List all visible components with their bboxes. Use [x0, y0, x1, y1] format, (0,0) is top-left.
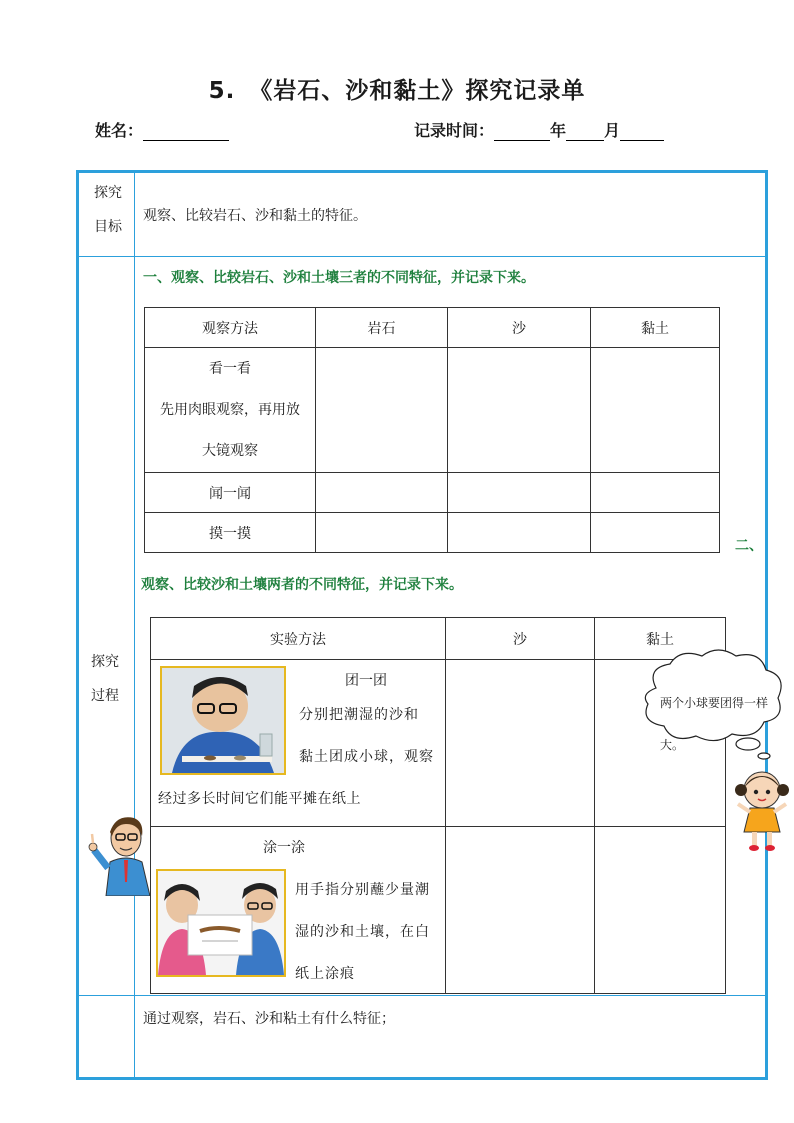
table-header-cell: 沙 — [448, 308, 591, 348]
answer-cell[interactable] — [591, 348, 720, 473]
method-cell: 涂一涂 用手指分别蘸少量潮 湿的沙和土壤，在白 纸上涂痕 — [151, 827, 446, 994]
day-blank[interactable] — [620, 122, 664, 141]
name-blank[interactable] — [143, 122, 229, 141]
answer-cell[interactable] — [595, 827, 726, 994]
answer-cell[interactable] — [446, 660, 595, 827]
page-title: 5. 《岩石、沙和黏土》探究记录单 — [208, 78, 586, 104]
answer-cell[interactable] — [591, 513, 720, 553]
table-header-cell: 沙 — [446, 618, 595, 660]
section1-heading: 一、观察、比较岩石、沙和土壤三者的不同特征，并记录下来。 — [143, 270, 535, 286]
record-time-field[interactable] — [414, 118, 664, 141]
name-label: 姓名： — [95, 121, 144, 140]
answer-cell[interactable] — [591, 473, 720, 513]
answer-cell[interactable] — [316, 473, 448, 513]
table-header-cell: 实验方法 — [151, 618, 446, 660]
answer-cell[interactable] — [446, 827, 595, 994]
method-cell: 团一团 分别把潮湿的沙和 黏土团成小球，观察 经过多长时间它们能平摊在纸上 — [151, 660, 446, 827]
answer-cell[interactable] — [316, 513, 448, 553]
table-header-cell: 观察方法 — [145, 308, 316, 348]
month-blank[interactable] — [566, 122, 604, 141]
boy-rolling-ball-photo — [160, 666, 286, 775]
method-cell: 摸一摸 — [145, 513, 316, 553]
goal-text: 观察、比较岩石、沙和黏土的特征。 — [143, 208, 367, 224]
answer-cell[interactable] — [448, 348, 591, 473]
teacher-cartoon-illustration — [86, 812, 156, 896]
answer-cell[interactable] — [448, 513, 591, 553]
goal-label: 探究 目标 — [94, 185, 122, 235]
table-row — [145, 513, 720, 553]
year-blank[interactable] — [494, 122, 550, 141]
conclusion-prompt: 通过观察，岩石、沙和粘土有什么特征； — [143, 1011, 395, 1027]
section2-heading: 观察、比较沙和土壤两者的不同特征，并记录下来。 — [141, 577, 463, 593]
goal-row-divider — [79, 256, 765, 257]
answer-cell[interactable] — [316, 348, 448, 473]
observation-table — [144, 307, 720, 553]
table-header-row — [145, 308, 720, 348]
record-time-label: 记录时间： — [414, 121, 495, 140]
conclusion-answer-area[interactable] — [140, 1030, 760, 1076]
table-header-cell: 岩石 — [316, 308, 448, 348]
conclusion-row-divider — [79, 995, 765, 996]
method-cell: 闻一闻 — [145, 473, 316, 513]
table-row — [145, 348, 720, 473]
thought-bubble: 两个小球要团得一样 大。 — [636, 648, 788, 740]
method-title: 团一团 — [345, 673, 387, 689]
table-row — [145, 473, 720, 513]
table-header-cell: 黏土 — [595, 618, 726, 660]
label-column-divider — [134, 173, 135, 1077]
method-cell: 看一看 先用肉眼观察，再用放 大镜观察 — [145, 348, 316, 473]
girl-cartoon-illustration — [734, 768, 790, 852]
name-field[interactable] — [95, 118, 229, 141]
process-label: 探究 过程 — [91, 654, 119, 704]
year-unit: 年 — [550, 121, 567, 140]
month-unit: 月 — [604, 121, 621, 140]
answer-cell[interactable] — [448, 473, 591, 513]
table-header-cell: 黏土 — [591, 308, 720, 348]
table-row — [151, 827, 726, 994]
section2-prefix: 二、 — [735, 538, 763, 554]
children-holding-paper-photo — [156, 869, 286, 977]
method-title: 涂一涂 — [263, 840, 305, 856]
